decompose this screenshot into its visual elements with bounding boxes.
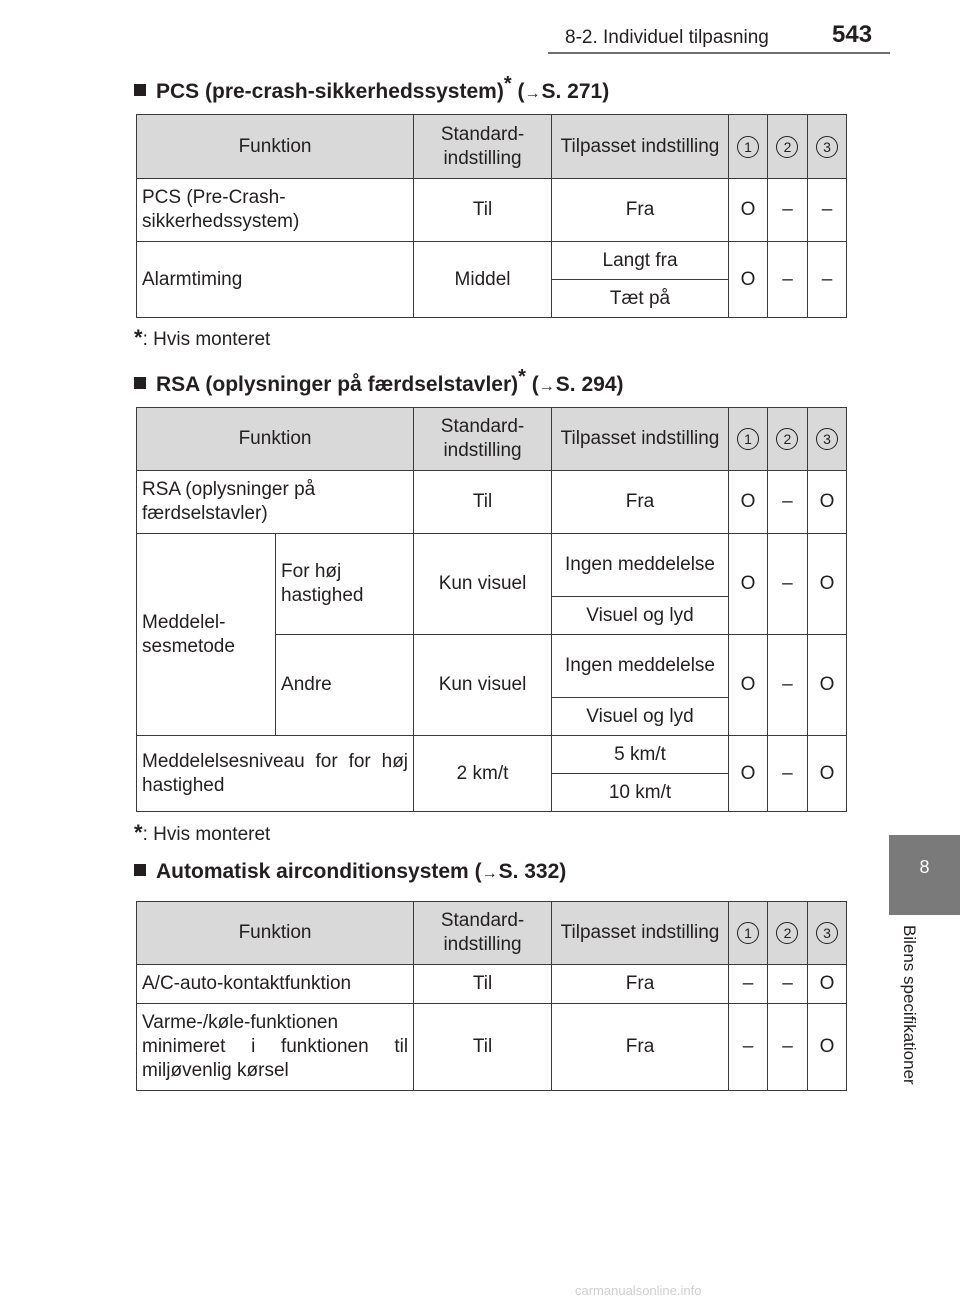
col-funktion: Funktion: [137, 115, 414, 179]
bullet-square-icon: [134, 377, 146, 389]
circle-3-icon: 3: [816, 922, 838, 944]
page-number: 543: [832, 21, 873, 48]
watermark: carmanualsonline.info: [575, 1283, 702, 1298]
table-row: Andre Kun visuel Ingen meddelelse O – O: [137, 635, 847, 698]
footnote-marker: *: [503, 73, 512, 95]
table-header-row: [137, 115, 847, 179]
col-tilpasset: Tilpasset indstilling: [552, 902, 729, 965]
page-reference[interactable]: S. 271: [541, 80, 603, 103]
col-funktion: Funktion: [137, 408, 414, 471]
footnote: *: Hvis monteret: [134, 325, 271, 350]
col-tilpasset: Tilpasset indstilling: [552, 408, 729, 471]
circle-3-icon: 3: [816, 428, 838, 450]
table-row: Meddelel-sesmetode For høj hastighed Kun visuel Ingen meddelelse O – O: [137, 534, 847, 597]
circle-1-icon: 1: [737, 428, 759, 450]
table-row: PCS (Pre-Crash-sikkerhedssystem) Til Fra O – –: [137, 179, 847, 242]
col-tilpasset: Tilpasset indstilling: [552, 115, 729, 179]
col-standard: Standard-indstilling: [414, 408, 552, 471]
pcs-heading: PCS (pre-crash-sikkerhedssystem)* (→ S. 271): [134, 73, 609, 104]
table-row: Visuel og lyd: [137, 698, 847, 736]
table-header-row: [137, 902, 847, 965]
chapter-label: Bilens specifikationer: [900, 925, 919, 1085]
footnote-marker: *: [518, 366, 526, 388]
page-reference[interactable]: S. 294: [555, 373, 617, 396]
footnote: *: Hvis monteret: [134, 820, 271, 845]
chapter-tab: 8: [889, 835, 960, 915]
circle-1-icon: 1: [737, 922, 759, 944]
ac-table: [136, 901, 847, 1091]
circle-3-icon: 3: [816, 136, 838, 158]
circle-2-icon: 2: [776, 136, 798, 158]
ac-heading: Automatisk airconditionsystem (→ S. 332): [134, 860, 566, 884]
col-standard: Standard-indstilling: [414, 115, 552, 179]
table-row: Varme-/køle-funktionen minimeret i funktionen til miljøvenlig kørsel Til Fra – – O: [137, 1004, 847, 1091]
circle-2-icon: 2: [776, 922, 798, 944]
arrow-icon: →: [538, 378, 553, 395]
section-title: 8-2. Individuel tilpasning: [565, 27, 769, 48]
table-row: Meddelelsesniveau for for høj hastighed 2 km/t 5 km/t O – O: [137, 736, 847, 774]
table-row: Tæt på: [137, 280, 847, 318]
rsa-table: [136, 407, 847, 812]
circle-1-icon: 1: [737, 136, 759, 158]
pcs-title: PCS (pre-crash-sikkerhedssystem): [156, 80, 504, 103]
table-row: A/C-auto-kontaktfunktion Til Fra – – O: [137, 965, 847, 1004]
col-standard: Standard-indstilling: [414, 902, 552, 965]
table-header-row: [137, 408, 847, 471]
table-row: RSA (oplysninger på færdselstavler) Til Fra O – O: [137, 471, 847, 534]
table-row: Visuel og lyd: [137, 597, 847, 635]
rsa-heading: RSA (oplysninger på færdselstavler)* (→ S. 294): [134, 366, 624, 397]
ac-title: Automatisk airconditionsystem: [156, 860, 469, 883]
rsa-title: RSA (oplysninger på færdselstavler): [156, 373, 519, 396]
arrow-icon: →: [524, 85, 539, 102]
bullet-square-icon: [134, 864, 146, 876]
col-funktion: Funktion: [137, 902, 414, 965]
pcs-table: [136, 114, 847, 318]
arrow-icon: →: [481, 865, 496, 882]
table-row: 10 km/t: [137, 774, 847, 812]
header-rule: [548, 52, 890, 54]
circle-2-icon: 2: [776, 428, 798, 450]
table-row: Alarmtiming Middel Langt fra O – –: [137, 242, 847, 280]
bullet-square-icon: [134, 84, 146, 96]
page-reference[interactable]: S. 332: [498, 860, 560, 883]
